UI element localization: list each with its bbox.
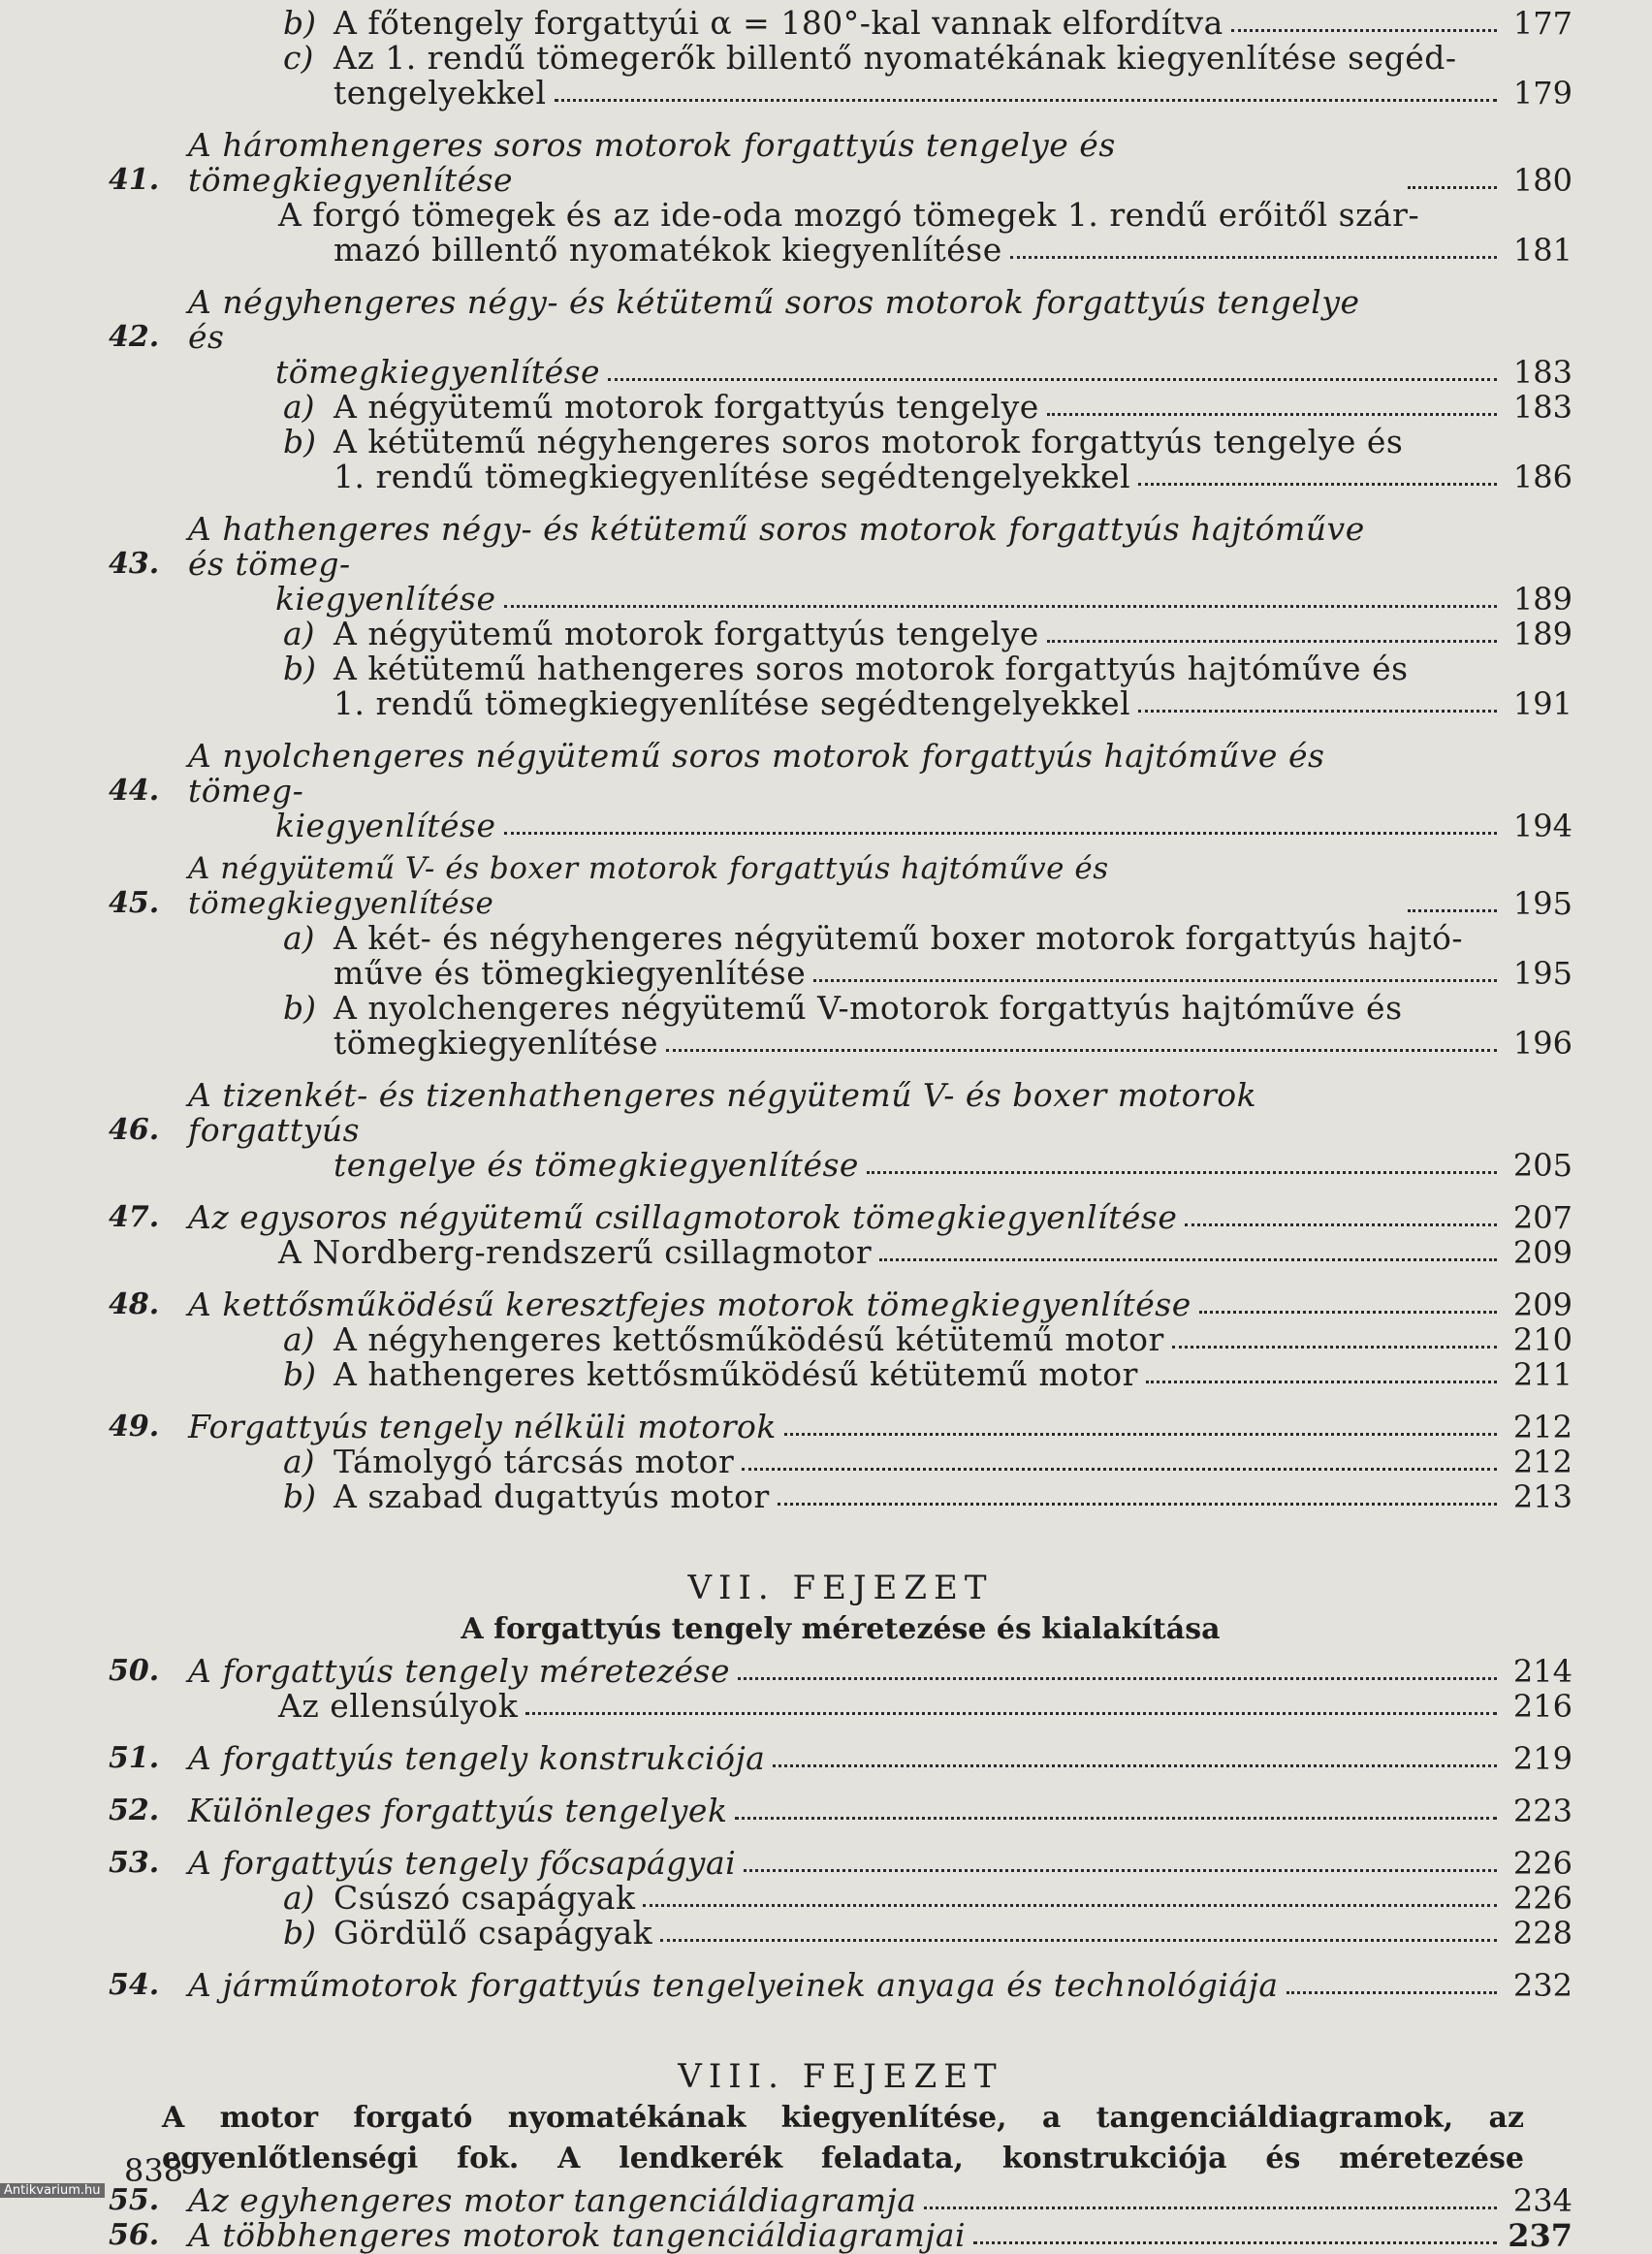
section-title: kiegyenlítése xyxy=(275,807,496,844)
dot-leader xyxy=(555,99,1497,102)
entry-title: A Nordberg-rendszerű csillagmotor xyxy=(278,1233,873,1271)
dot-leader xyxy=(608,378,1497,381)
toc-entry xyxy=(109,1444,1573,1479)
section-number: 56. xyxy=(109,2218,160,2252)
entry-letter: b) xyxy=(283,1914,316,1952)
chapter-title: A forgattyús tengely méretezése és kialakítása xyxy=(461,1612,1221,1646)
page-number: 195 xyxy=(1512,885,1573,922)
toc-section xyxy=(109,1794,1573,1828)
entry-letter: a) xyxy=(283,1443,315,1480)
page-number: 177 xyxy=(1512,5,1573,42)
entry-title: műve és tömegkiegyenlítése xyxy=(334,954,807,992)
dot-leader xyxy=(735,1817,1497,1820)
dot-leader xyxy=(784,1433,1497,1436)
dot-leader xyxy=(1231,29,1497,32)
section-number: 45. xyxy=(109,886,160,920)
entry-title: Gördülő csapágyak xyxy=(334,1914,653,1952)
section-number: 49. xyxy=(109,1410,160,1444)
section-title: A hathengeres négy- és kétütemű soros motorok forgattyús hajtóműve és tömeg- xyxy=(188,510,1365,583)
toc-entry xyxy=(109,1881,1573,1916)
dot-leader xyxy=(879,1258,1497,1261)
entry-title: 1. rendű tömegkiegyenlítése segédtengelyekkel xyxy=(334,684,1131,722)
section-title: A háromhengeres soros motorok forgattyús tengelye és tömegkiegyenlítése xyxy=(188,126,1116,199)
entry-letter: c) xyxy=(283,39,314,77)
entry-title: A szabad dugattyús motor xyxy=(334,1477,770,1515)
dot-leader xyxy=(1138,710,1497,713)
entry-letter: a) xyxy=(283,388,315,426)
page-footer-number: 838 xyxy=(124,2152,184,2189)
entry-letter: a) xyxy=(283,1320,315,1358)
page-number: 194 xyxy=(1512,808,1573,844)
toc-entry xyxy=(109,1357,1573,1392)
dot-leader xyxy=(1010,256,1497,259)
section-number: 46. xyxy=(109,1113,160,1147)
entry-title: A kétütemű hathengeres soros motorok forgattyús hajtóműve és xyxy=(334,650,1409,687)
section-number: 47. xyxy=(109,1200,160,1234)
entry-title: A főtengely forgattyúi α = 180°-kal vannak elfordítva xyxy=(334,4,1223,42)
section-title: kiegyenlítése xyxy=(275,580,496,618)
entry-letter: b) xyxy=(283,423,316,460)
dot-leader xyxy=(504,605,1498,608)
page-number: 180 xyxy=(1512,162,1573,199)
entry-title: A kétütemű négyhengeres soros motorok forgattyús tengelye és xyxy=(334,423,1404,460)
toc-section xyxy=(109,512,1573,582)
dot-leader xyxy=(643,1904,1497,1907)
section-title: A többhengeres motorok tangenciáldiagramjai xyxy=(188,2216,967,2254)
toc-entry-continuation xyxy=(109,460,1573,494)
page-number: 212 xyxy=(1512,1409,1573,1445)
dot-leader xyxy=(738,1677,1497,1680)
section-title: Az egyhengeres motor tangenciáldiagramja xyxy=(188,2181,917,2219)
toc-entry xyxy=(109,41,1573,76)
page-number: 212 xyxy=(1512,1444,1573,1480)
dot-leader xyxy=(867,1171,1497,1174)
entry-letter: b) xyxy=(283,4,316,42)
toc-section-continuation xyxy=(109,582,1573,617)
section-title: tengelye és tömegkiegyenlítése xyxy=(334,1146,859,1184)
page-number: 196 xyxy=(1512,1025,1573,1062)
toc-section xyxy=(109,739,1573,809)
dot-leader xyxy=(744,1869,1497,1872)
section-number: 55. xyxy=(109,2183,160,2217)
page-number: 207 xyxy=(1512,1199,1573,1236)
section-title: A tizenkét- és tizenhathengeres négyütemű V- és boxer motorok forgattyús xyxy=(188,1076,1257,1149)
section-number: 41. xyxy=(109,163,160,197)
section-title: Az egysoros négyütemű csillagmotorok tömegkiegyenlítése xyxy=(188,1198,1178,1236)
page-number: 189 xyxy=(1512,581,1573,618)
dot-leader xyxy=(666,1049,1497,1052)
dot-leader xyxy=(525,1712,1497,1715)
entry-letter: b) xyxy=(283,650,316,687)
section-title: Különleges forgattyús tengelyek xyxy=(188,1792,728,1829)
page-number: 195 xyxy=(1512,955,1573,992)
entry-title: Az 1. rendű tömegerők billentő nyomatékának kiegyenlítése segéd- xyxy=(334,39,1457,77)
page-number: 219 xyxy=(1512,1740,1573,1777)
toc-entry xyxy=(109,617,1573,651)
chapter-heading: VII. FEJEZET xyxy=(687,1569,994,1607)
section-number: 53. xyxy=(109,1846,160,1880)
section-title: A kettősműködésű keresztfejes motorok tömegkiegyenlítése xyxy=(188,1286,1191,1323)
toc-entry xyxy=(109,1916,1573,1951)
entry-title: tömegkiegyenlítése xyxy=(334,1024,659,1062)
dot-leader xyxy=(1408,909,1497,912)
entry-letter: a) xyxy=(283,1879,315,1917)
dot-leader xyxy=(1146,1381,1497,1383)
toc-section xyxy=(109,1968,1573,2003)
entry-title: A nyolchengeres négyütemű V-motorok forgattyús hajtóműve és xyxy=(334,989,1403,1027)
entry-title: Támolygó tárcsás motor xyxy=(334,1443,735,1480)
table-of-contents xyxy=(109,6,1573,2253)
page-number: 189 xyxy=(1512,616,1573,652)
toc-entry xyxy=(109,1479,1573,1514)
page-number: 211 xyxy=(1512,1356,1573,1393)
section-title: A négyütemű V- és boxer motorok forgattyús hajtóműve és tömegkiegyenlítése xyxy=(188,851,1109,921)
page-number: 214 xyxy=(1512,1653,1573,1690)
section-number: 50. xyxy=(109,1654,160,1688)
section-title: A járműmotorok forgattyús tengelyeinek anyaga és technológiája xyxy=(188,1966,1279,2004)
section-number: 43. xyxy=(109,547,160,581)
toc-section xyxy=(109,128,1573,198)
dot-leader xyxy=(773,1764,1497,1767)
toc-entry-continuation xyxy=(109,686,1573,721)
toc-section xyxy=(109,1200,1573,1235)
entry-title: Az ellensúlyok xyxy=(278,1687,519,1725)
toc-entry-continuation xyxy=(109,956,1573,991)
entry-title: A forgó tömegek és az ide-oda mozgó tömegek 1. rendű erőitől szár- xyxy=(278,196,1420,234)
entry-title: A hathengeres kettősműködésű kétütemű motor xyxy=(334,1355,1138,1393)
dot-leader xyxy=(1199,1311,1497,1314)
dot-leader xyxy=(973,2241,1497,2244)
toc-section xyxy=(109,1846,1573,1881)
dot-leader xyxy=(660,1939,1497,1942)
page-number: 205 xyxy=(1512,1147,1573,1184)
page-number: 223 xyxy=(1512,1793,1573,1829)
toc-section-continuation xyxy=(109,355,1573,390)
dot-leader xyxy=(778,1503,1497,1506)
toc-section-continuation xyxy=(109,809,1573,843)
chapter-title: A motor forgató nyomatékának kiegyenlítése, a tangenciáldiagramok, az xyxy=(162,2101,1524,2135)
page-number: 191 xyxy=(1512,685,1573,722)
toc-entry-continuation xyxy=(109,76,1573,111)
page-number: 213 xyxy=(1512,1478,1573,1515)
toc-section xyxy=(109,1410,1573,1444)
toc-section xyxy=(109,285,1573,355)
page-number: 234 xyxy=(1512,2182,1573,2219)
section-number: 51. xyxy=(109,1741,160,1775)
page-number: 216 xyxy=(1512,1688,1573,1725)
entry-letter: a) xyxy=(283,615,315,652)
section-number: 42. xyxy=(109,320,160,354)
toc-section xyxy=(109,1078,1573,1148)
toc-entry xyxy=(109,921,1573,956)
chapter-title: egyenlőtlenségi fok. A lendkerék feladata, konstrukciója és méretezése xyxy=(162,2142,1524,2175)
entry-letter: b) xyxy=(283,1477,316,1515)
section-title: Forgattyús tengely nélküli motorok xyxy=(188,1408,777,1445)
dot-leader xyxy=(1047,413,1497,416)
entry-letter: b) xyxy=(283,989,316,1027)
toc-section xyxy=(109,851,1573,921)
toc-section xyxy=(109,1287,1573,1322)
section-number: 54. xyxy=(109,1968,160,2002)
section-title: A nyolchengeres négyütemű soros motorok forgattyús hajtóműve és tömeg- xyxy=(188,737,1325,810)
page-number: 237 xyxy=(1508,2217,1573,2254)
entry-title: mazó billentő nyomatékok kiegyenlítése xyxy=(334,231,1002,269)
entry-title: A négyütemű motorok forgattyús tengelye xyxy=(334,615,1039,652)
chapter-heading: VIII. FEJEZET xyxy=(678,2057,1003,2096)
dot-leader xyxy=(504,832,1498,835)
entry-title: Csúszó csapágyak xyxy=(334,1879,636,1917)
toc-section xyxy=(109,1654,1573,1689)
dot-leader xyxy=(1138,483,1497,486)
entry-title: tengelyekkel xyxy=(334,74,547,111)
page-number: 183 xyxy=(1512,354,1573,391)
dot-leader xyxy=(1408,186,1497,189)
dot-leader xyxy=(813,979,1497,982)
page-number: 183 xyxy=(1512,389,1573,426)
dot-leader xyxy=(742,1468,1497,1471)
entry-title: A négyütemű motorok forgattyús tengelye xyxy=(334,388,1039,426)
section-title: A négyhengeres négy- és kétütemű soros motorok forgattyús tengelye és xyxy=(188,283,1360,356)
watermark: Antikvarium.hu xyxy=(0,2183,105,2198)
toc-entry xyxy=(109,6,1573,41)
section-title: A forgattyús tengely főcsapágyai xyxy=(188,1844,737,1882)
dot-leader xyxy=(1172,1346,1497,1349)
dot-leader xyxy=(1185,1223,1497,1226)
entry-title: 1. rendű tömegkiegyenlítése segédtengelyekkel xyxy=(334,458,1131,495)
section-number: 48. xyxy=(109,1287,160,1321)
toc-entry-continuation xyxy=(109,1026,1573,1061)
entry-letter: a) xyxy=(283,919,315,957)
dot-leader xyxy=(924,2206,1497,2209)
page-number: 232 xyxy=(1512,1967,1573,2004)
section-title: A forgattyús tengely konstrukciója xyxy=(188,1739,766,1777)
toc-entry xyxy=(109,651,1573,686)
toc-entry xyxy=(109,425,1573,460)
toc-section xyxy=(109,1741,1573,1776)
page-number: 179 xyxy=(1512,75,1573,111)
toc-entry xyxy=(109,390,1573,425)
page-number: 226 xyxy=(1512,1845,1573,1882)
toc-section xyxy=(109,2183,1573,2218)
dot-leader xyxy=(1047,640,1497,643)
toc-entry xyxy=(109,1689,1573,1724)
page-number: 181 xyxy=(1512,232,1573,269)
entry-letter: b) xyxy=(283,1355,316,1393)
toc-section-continuation xyxy=(109,1148,1573,1183)
entry-title: A két- és négyhengeres négyütemű boxer motorok forgattyús hajtó- xyxy=(334,919,1464,957)
page-number: 209 xyxy=(1512,1286,1573,1323)
page-number: 228 xyxy=(1512,1915,1573,1952)
dot-leader xyxy=(1287,1991,1497,1994)
page-number: 209 xyxy=(1512,1234,1573,1271)
toc-entry xyxy=(109,991,1573,1026)
section-title: A forgattyús tengely méretezése xyxy=(188,1652,731,1690)
page-number: 226 xyxy=(1512,1880,1573,1917)
toc-entry xyxy=(109,1235,1573,1270)
toc-entry xyxy=(109,198,1573,233)
toc-section xyxy=(109,2218,1573,2253)
page-number: 210 xyxy=(1512,1321,1573,1358)
toc-entry-continuation xyxy=(109,233,1573,268)
section-title: tömegkiegyenlítése xyxy=(275,353,601,391)
section-number: 52. xyxy=(109,1794,160,1827)
page-number: 186 xyxy=(1512,459,1573,495)
entry-title: A négyhengeres kettősműködésű kétütemű motor xyxy=(334,1320,1164,1358)
toc-entry xyxy=(109,1322,1573,1357)
section-number: 44. xyxy=(109,774,160,808)
